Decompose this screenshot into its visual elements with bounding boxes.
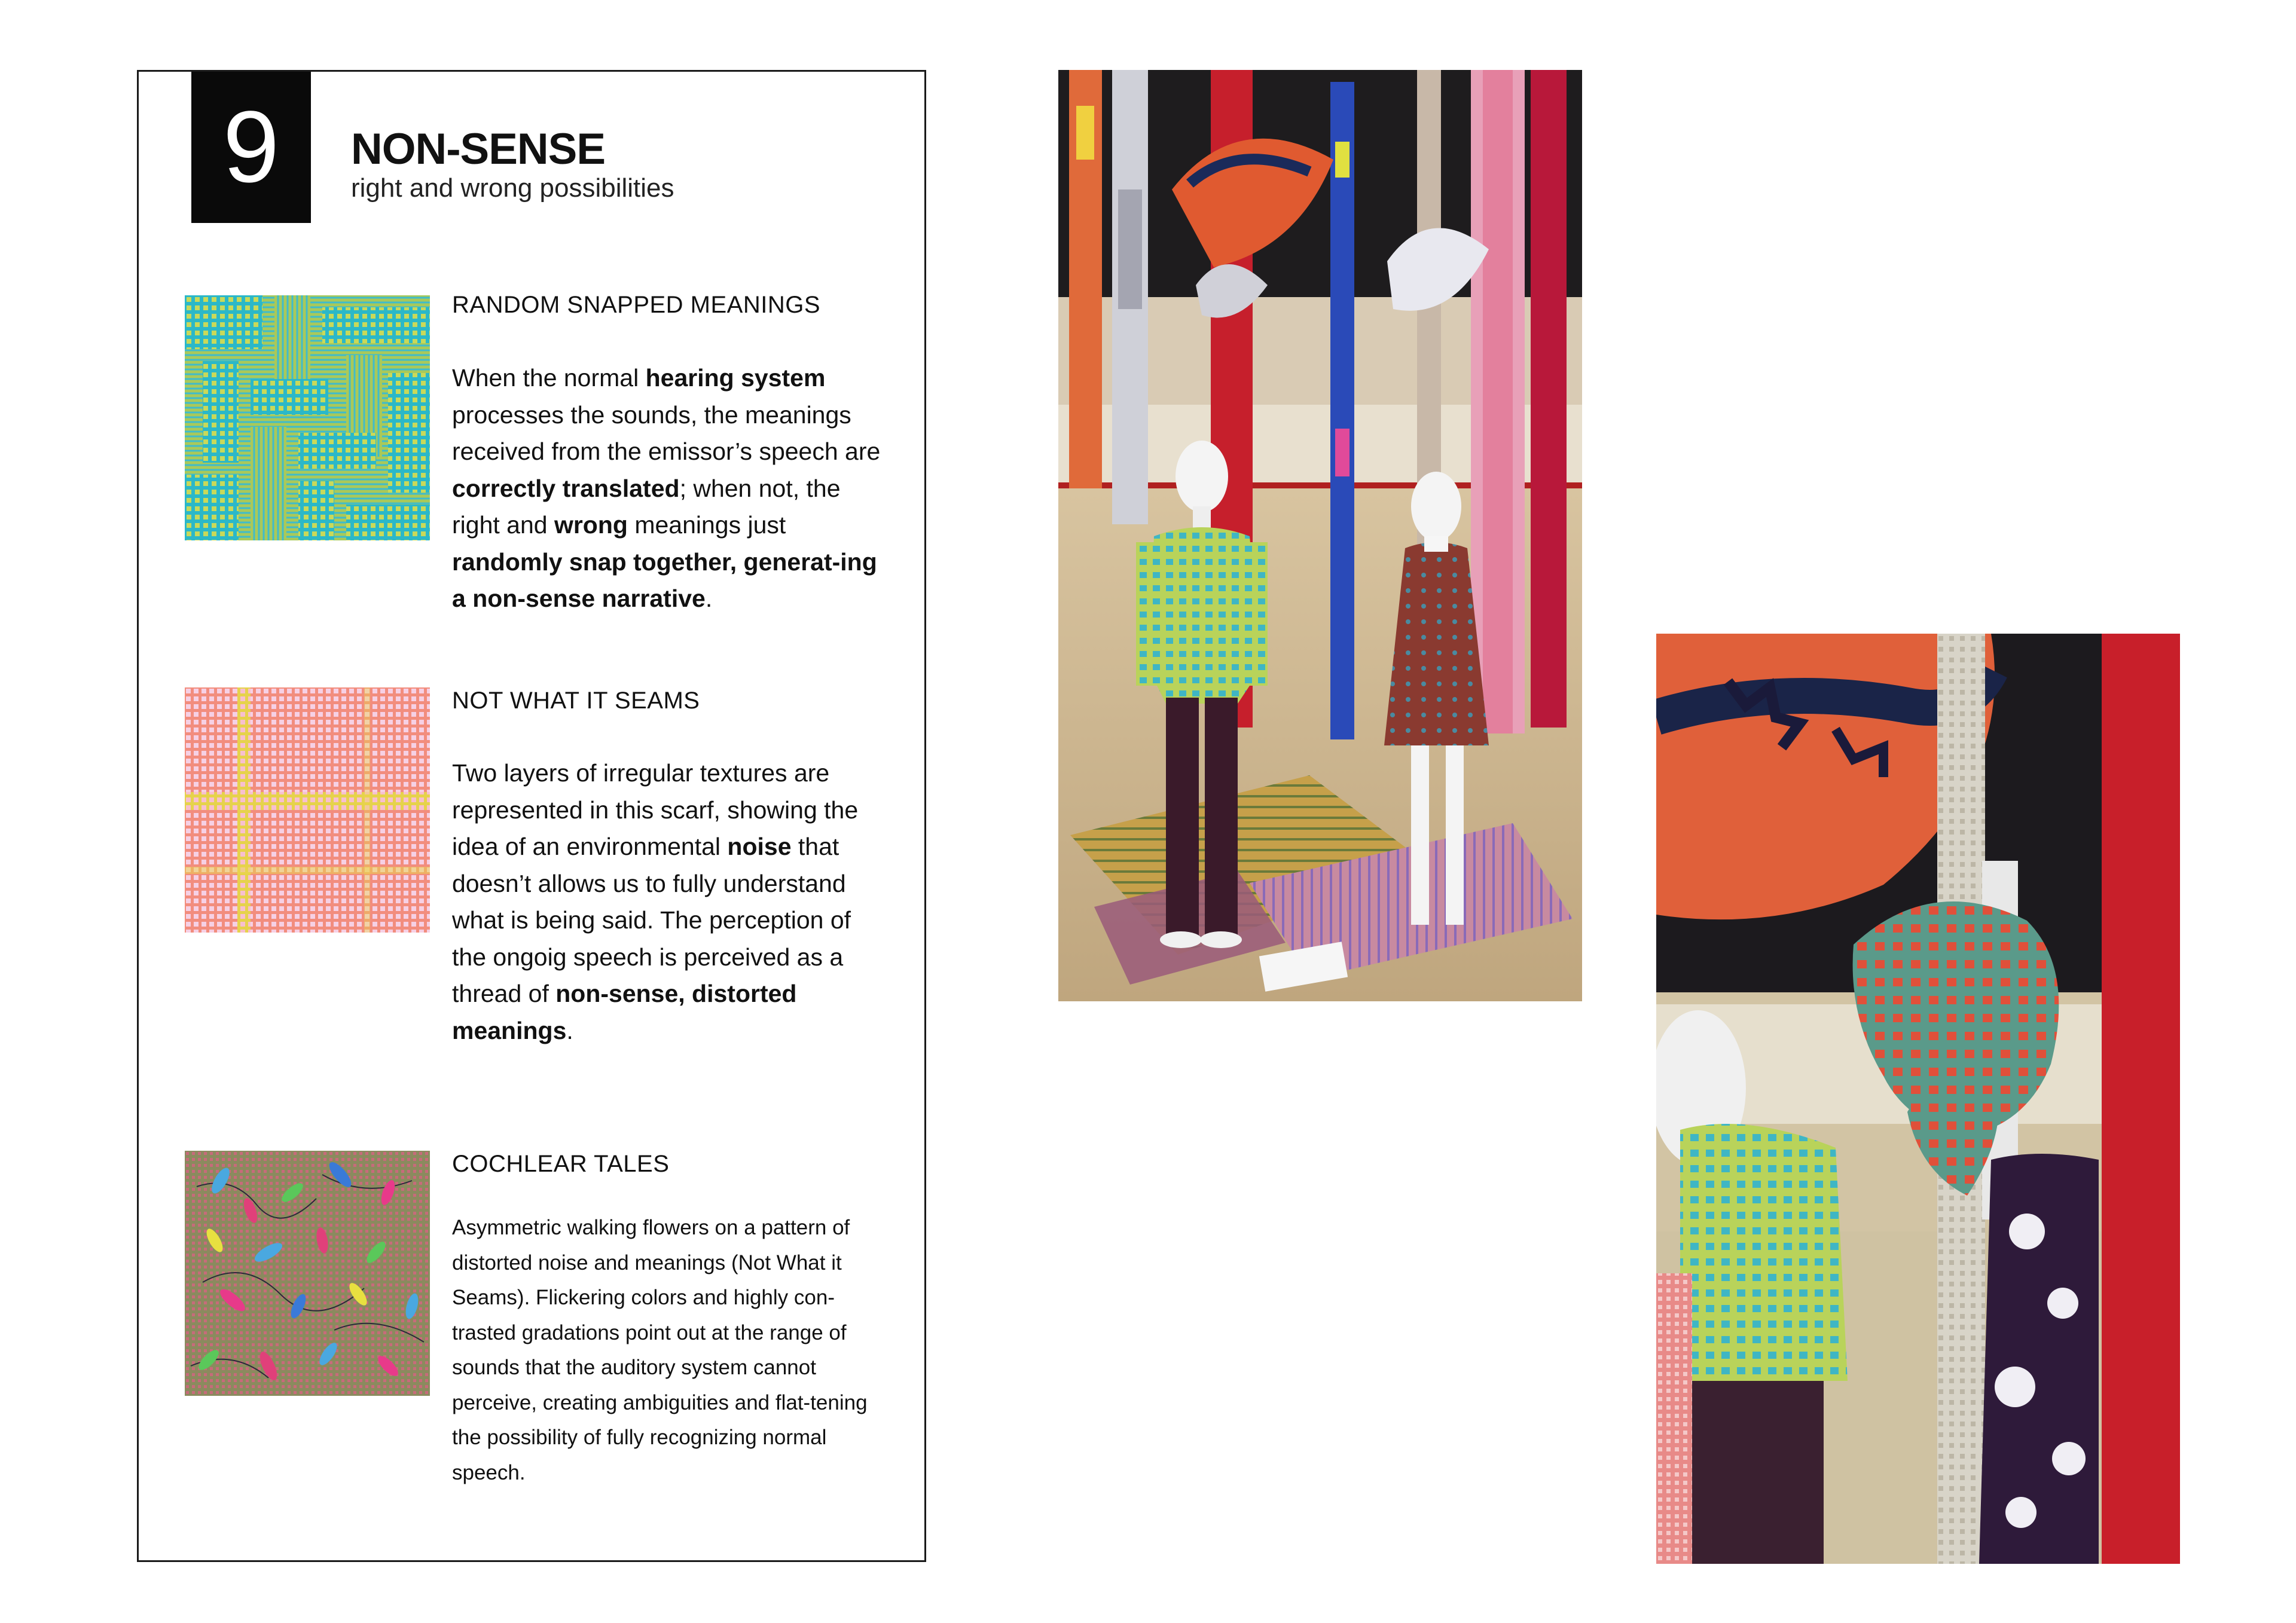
section-heading: COCHLEAR TALES: [452, 1151, 670, 1177]
text-run: When the normal: [452, 364, 646, 392]
section-body: [452, 1211, 883, 1490]
section-heading: RANDOM SNAPPED MEANINGS: [452, 292, 821, 318]
text-run: processes the sounds, the meanings received from the emissor’s speech are: [452, 401, 881, 465]
bold-phrase: noise: [727, 833, 792, 860]
bold-phrase: wrong: [554, 511, 628, 539]
pattern-swatch-not-what-it-seams: [185, 687, 430, 933]
text-run: meanings just: [627, 511, 786, 539]
info-panel: [137, 70, 926, 1562]
text-run: ; when not, the right and: [452, 474, 841, 539]
bold-phrase: non-sense, distorted meanings: [452, 980, 797, 1044]
bold-phrase: randomly snap together, generat-ing a non-sense narrative: [452, 548, 877, 612]
section-heading: NOT WHAT IT SEAMS: [452, 687, 700, 714]
text-run: .: [705, 585, 713, 612]
text-run: that doesn’t allows us to fully understand what is being said. The perception of the ongoig speech is perceived as a thread of: [452, 833, 851, 1007]
text-run: Two layers of irregular textures are represented in this scarf, showing the idea of an environmental: [452, 759, 859, 860]
text-run: Asymmetric walking flowers on a pattern of distorted noise and meanings (Not What it Seams). Flickering colors and highly con-trasted gradations point out at the range of sounds that the auditory system cannot perceive, creating ambiguities and flat-tening the possibility of fully recognizing normal speech.: [452, 1216, 868, 1484]
section-body: [452, 360, 883, 618]
bold-phrase: hearing system: [645, 364, 826, 392]
section-body: [452, 755, 883, 1049]
pattern-swatch-cochlear-tales: [185, 1151, 430, 1396]
pattern-swatch-random-snapped: [185, 295, 430, 540]
page-subtitle: right and wrong possibilities: [351, 173, 674, 203]
section-number: 9: [191, 72, 311, 223]
text-run: .: [566, 1016, 573, 1044]
bold-phrase: correctly translated: [452, 474, 680, 502]
page-title: NON-SENSE: [351, 125, 606, 173]
exhibition-photo-umbrella: [1656, 634, 2180, 1564]
exhibition-photo-mannequins: [1058, 70, 1582, 1001]
